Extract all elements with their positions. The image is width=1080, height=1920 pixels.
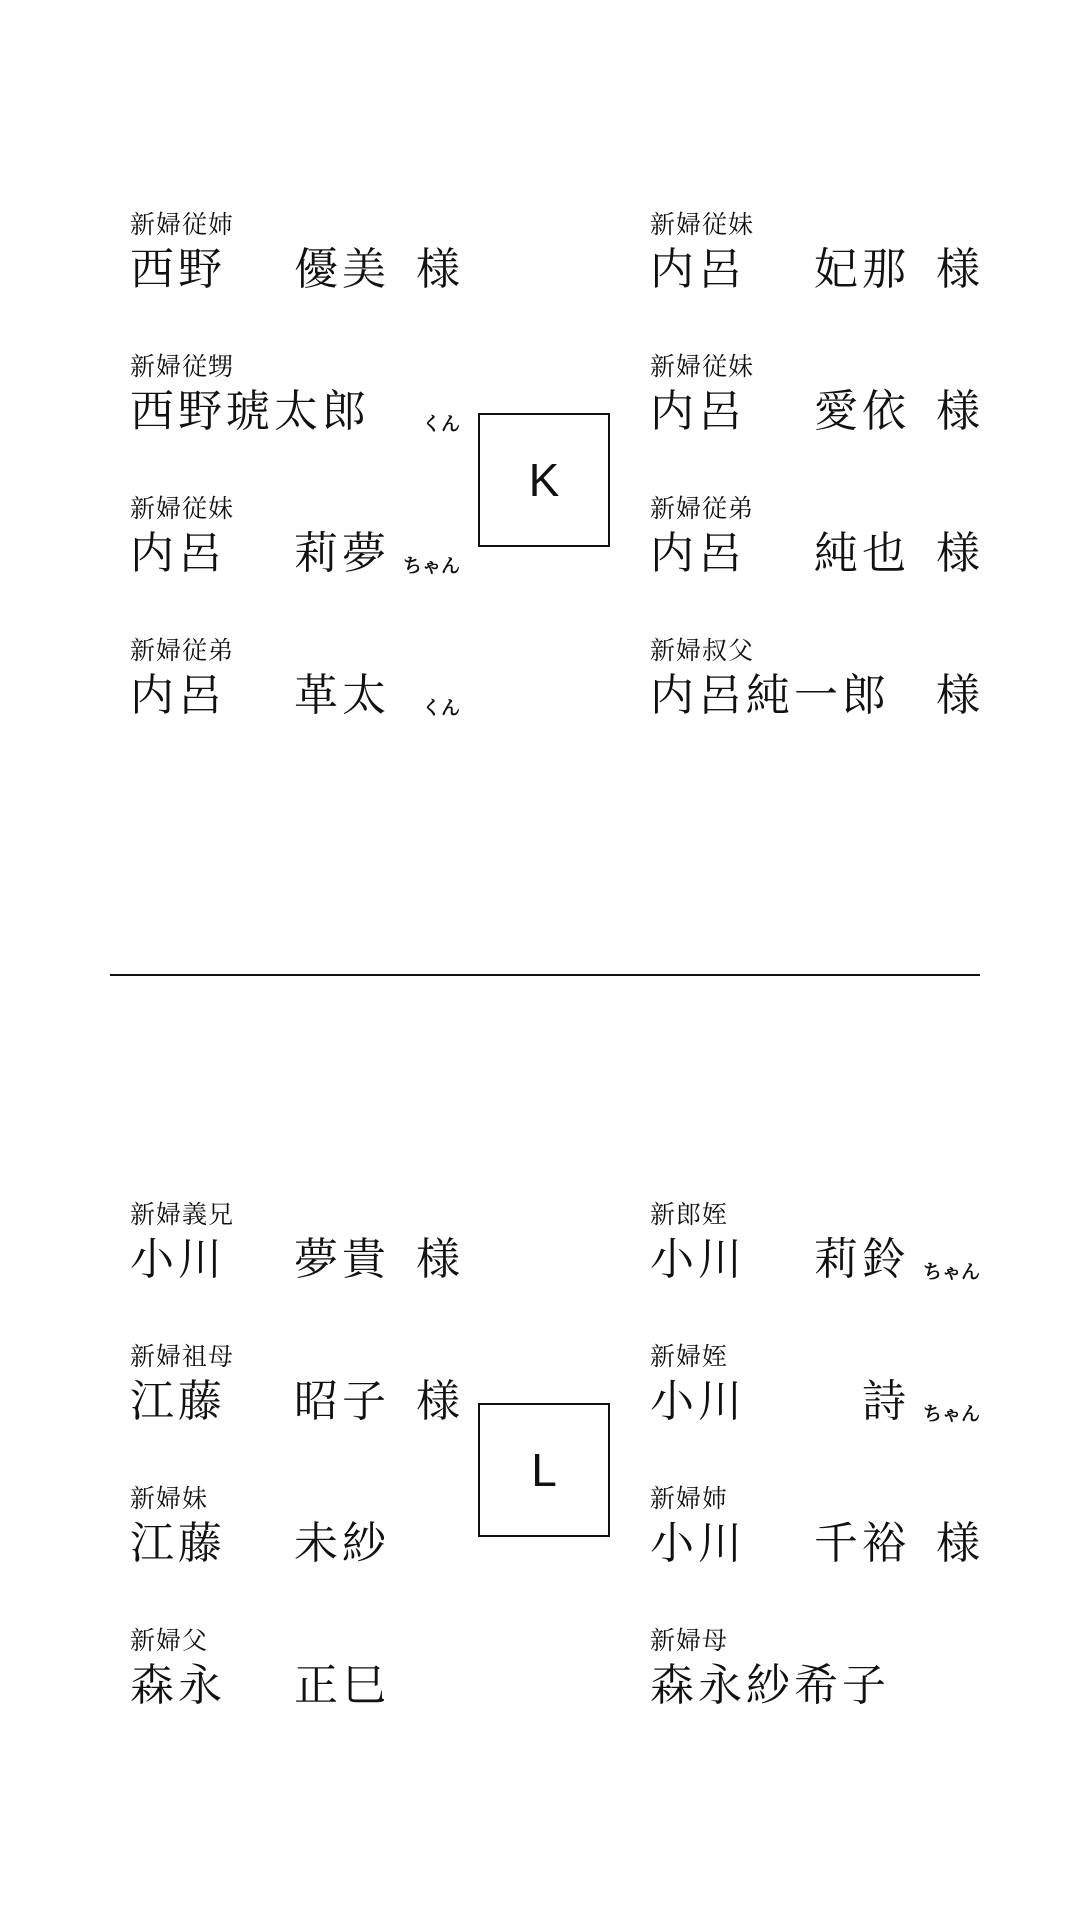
- guest-name: [650, 1660, 980, 1716]
- guest-seat: [650, 352, 980, 472]
- table-k-block: [0, 210, 1080, 770]
- guest-name: [130, 386, 460, 442]
- guest-given-name: 莉鈴: [814, 1234, 910, 1285]
- guest-given-name: 未紗: [294, 1518, 390, 1569]
- guest-surname: 西野: [130, 244, 226, 295]
- guest-given-name: 莉夢: [294, 528, 390, 579]
- guest-surname: 内呂: [130, 670, 226, 721]
- guest-honorific: 様: [416, 1376, 460, 1427]
- guest-surname: 内呂: [650, 244, 746, 295]
- guest-name: [650, 1518, 980, 1574]
- guest-given-name: 詩: [862, 1376, 910, 1427]
- guest-name: [130, 1376, 460, 1432]
- guest-honorific: 様: [936, 386, 980, 437]
- guest-seat: [650, 1626, 980, 1746]
- guest-given-name: 純也: [814, 528, 910, 579]
- guest-seat: [130, 494, 460, 614]
- guest-name: [650, 386, 980, 442]
- guest-given-name: 愛依: [814, 386, 910, 437]
- guest-given-name: 夢貴: [294, 1234, 390, 1285]
- guest-surname: 小川: [650, 1518, 746, 1569]
- guest-name: [650, 1376, 980, 1432]
- guest-relation: 新婦母: [650, 1626, 729, 1655]
- guest-name: [650, 670, 980, 726]
- guest-honorific: 様: [936, 244, 980, 295]
- guest-seat: [650, 1200, 980, 1320]
- guest-seat: [130, 1342, 460, 1462]
- guest-honorific: 様: [936, 528, 980, 579]
- guest-name: [130, 1518, 460, 1574]
- guest-name: [130, 528, 460, 584]
- guest-relation: 新婦従甥: [130, 352, 235, 381]
- table-label-l: L: [478, 1403, 610, 1537]
- guest-surname: 小川: [650, 1376, 746, 1427]
- guest-surname: 江藤: [130, 1518, 226, 1569]
- guest-given-name: 正巳: [294, 1660, 390, 1711]
- guest-given-name: 千裕: [814, 1518, 910, 1569]
- guest-given-name: 西野琥太郎: [130, 386, 370, 437]
- guest-name: [130, 1234, 460, 1290]
- guest-seat: [650, 636, 980, 756]
- guest-surname: 森永: [130, 1660, 226, 1711]
- guest-surname: 小川: [650, 1234, 746, 1285]
- guest-relation: 新婦従妹: [650, 210, 755, 239]
- guest-surname: 内呂: [130, 528, 226, 579]
- guest-relation: 新婦従姉: [130, 210, 235, 239]
- guest-given-name: 妃那: [814, 244, 910, 295]
- guest-relation: 新婦祖母: [130, 1342, 235, 1371]
- guest-relation: 新婦義兄: [130, 1200, 235, 1229]
- guest-relation: 新婦父: [130, 1626, 209, 1655]
- guest-given-name: 内呂純一郎: [650, 670, 890, 721]
- guest-seat: [130, 1484, 460, 1604]
- guest-relation: 新婦姪: [650, 1342, 729, 1371]
- guest-given-name: 革太: [294, 670, 390, 721]
- guest-seat: [130, 1626, 460, 1746]
- guest-relation: 新郎姪: [650, 1200, 729, 1229]
- guest-relation: 新婦従妹: [650, 352, 755, 381]
- guest-given-name: 優美: [294, 244, 390, 295]
- guest-relation: 新婦姉: [650, 1484, 729, 1513]
- section-divider: [110, 974, 980, 976]
- guest-honorific: くん: [421, 697, 460, 719]
- guest-given-name: 森永紗希子: [650, 1660, 890, 1711]
- guest-seat: [130, 1200, 460, 1320]
- guest-honorific: ちゃん: [402, 555, 460, 577]
- guest-honorific: 様: [416, 1234, 460, 1285]
- guest-name: [130, 1660, 460, 1716]
- guest-relation: 新婦妹: [130, 1484, 209, 1513]
- guest-seat: [130, 636, 460, 756]
- guest-relation: 新婦従弟: [130, 636, 235, 665]
- guest-seat: [650, 1484, 980, 1604]
- table-label-k: K: [478, 413, 610, 547]
- guest-name: [650, 1234, 980, 1290]
- guest-relation: 新婦従妹: [130, 494, 235, 523]
- guest-honorific: ちゃん: [922, 1261, 980, 1283]
- guest-seat: [650, 210, 980, 330]
- guest-seat: [650, 494, 980, 614]
- guest-seat: [130, 210, 460, 330]
- guest-surname: 内呂: [650, 386, 746, 437]
- guest-name: [130, 244, 460, 300]
- guest-relation: 新婦従弟: [650, 494, 755, 523]
- guest-name: [650, 244, 980, 300]
- guest-honorific: くん: [421, 413, 460, 435]
- guest-relation: 新婦叔父: [650, 636, 755, 665]
- table-l-block: [0, 1200, 1080, 1760]
- guest-surname: 江藤: [130, 1376, 226, 1427]
- guest-honorific: 様: [416, 244, 460, 295]
- guest-honorific: 様: [936, 1518, 980, 1569]
- guest-seat: [650, 1342, 980, 1462]
- guest-honorific: ちゃん: [922, 1403, 980, 1425]
- guest-honorific: 様: [936, 670, 980, 721]
- guest-given-name: 昭子: [294, 1376, 390, 1427]
- guest-name: [650, 528, 980, 584]
- guest-surname: 小川: [130, 1234, 226, 1285]
- guest-surname: 内呂: [650, 528, 746, 579]
- guest-name: [130, 670, 460, 726]
- guest-seat: [130, 352, 460, 472]
